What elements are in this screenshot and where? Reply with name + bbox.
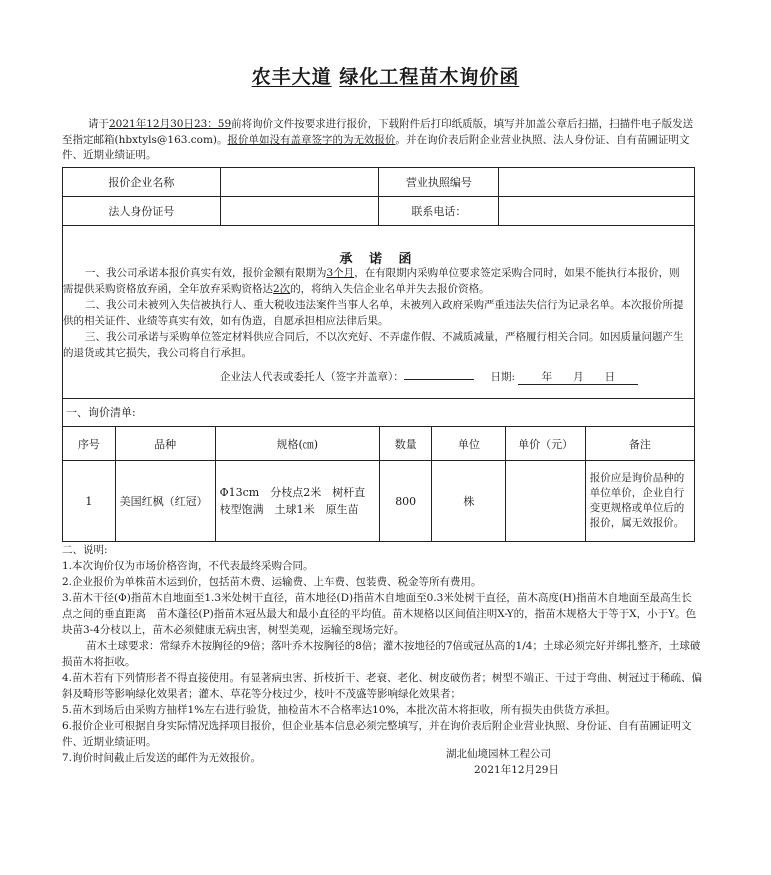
note-1: 1.本次询价仅为市场价格咨询，不代表最终采购合同。 xyxy=(62,560,314,572)
validity-warning: 报价单如没有盖章签字的为无效报价 xyxy=(227,133,396,146)
intro-part-1: 请于 xyxy=(88,118,109,130)
signature-label: 企业法人代表或委托人（签字并盖章）： xyxy=(220,371,404,383)
pledge-para-2: 二、我公司未被列入失信被执行人、重大税收违法案件当事人名单，未被列入政府采购严重违法失信行为记录名单。本次报价所提供的相关证件、业绩等真实有效，如有伪造，自愿承担相应法律后果。 xyxy=(63,299,684,327)
header-unit: 单位 xyxy=(432,427,506,461)
note-4: 4.苗木若有下列情形者不得直接使用。有显著病虫害、折枝折干、老衰、老化、树皮破伤者；树型不端正、干过于弯曲、树冠过于稀疏、偏斜及畸形等影响绿化效果者；灌木、草花等分枝过少，枝叶不茂盛等影响绿化效果者； xyxy=(62,672,703,700)
issue-date: 2021年12月29日 xyxy=(474,764,559,776)
inquiry-table xyxy=(62,426,695,542)
phone-label: 联系电话： xyxy=(379,197,499,226)
company-name-label: 报价企业名称 xyxy=(63,168,221,197)
title-project-name: 农丰大道 xyxy=(251,66,332,88)
pledge-para-1-c: 的，将纳入失信企业名单并失去报价资格。 xyxy=(290,283,490,295)
pledge-title: 承 诺 函 xyxy=(339,252,418,267)
intro-part-3: 。并在询价表后附企业营业执照、法人身份证、自有苗圃证明文件、近期业绩证明。 xyxy=(62,133,690,161)
note-2: 2.企业报价为单株苗木运到价，包括苗木费、运输费、上车费、包装费、税金等所有费用。 xyxy=(62,576,482,588)
pledge-para-1 xyxy=(63,265,690,297)
company-info-table xyxy=(62,167,695,226)
signature-blank[interactable] xyxy=(404,368,474,380)
notes-section xyxy=(62,542,702,766)
header-quantity: 数量 xyxy=(380,427,432,461)
signature-line xyxy=(220,368,638,385)
pledge-box xyxy=(62,223,695,399)
license-field[interactable] xyxy=(499,168,695,197)
legal-id-field[interactable] xyxy=(220,197,379,226)
header-index: 序号 xyxy=(63,427,116,461)
row-species: 美国红枫（红冠） xyxy=(115,461,215,542)
header-species: 品种 xyxy=(115,427,215,461)
note-5: 5.苗木到场后由采购方抽样1%左右进行验货，抽检苗木不合格率达10%，本批次苗木将拒收，所有损失由供货方承担。 xyxy=(62,704,617,716)
issuer-company: 湖北仙境园林工程公司 xyxy=(446,748,551,760)
license-label: 营业执照编号 xyxy=(379,168,499,197)
note-3: 3.苗木干径(Φ)指苗木自地面至1.3米处树干直径，苗木地径(D)指苗木自地面至0.3米处树干直径，苗木高度(H)指苗木自地面至最高生长点之间的垂直距离 苗木蓬径(P)指苗木冠丛最大和最小直径的平均值。苗木规格以区间值注明X-Y的，指苗木规格大于等于X，小于Y。色块苗3-4分枝以上，苗木必须健康无病虫害，树型美观，运输至现场完好。 xyxy=(62,592,697,636)
title-text: 绿化工程苗木询价函 xyxy=(339,66,520,88)
intro-paragraph xyxy=(62,117,694,164)
row-spec xyxy=(215,461,379,542)
pledge-para-1-a: 一、我公司承诺本报价真实有效，报价金额有限期为 xyxy=(85,267,327,279)
row-spec-line-2: 枝型饱满 土球1米 原生苗 xyxy=(219,503,359,516)
date-label: 日期: xyxy=(490,371,515,383)
row-quantity: 800 xyxy=(380,461,432,542)
note-3-rootball: 苗木土球要求：常绿乔木按胸径的9倍；落叶乔木按胸径的8倍；灌木按地径的7倍或冠丛高的1/4；土球必须完好并绑扎整齐，土球破损苗木将拒收。 xyxy=(62,640,701,668)
header-remark: 备注 xyxy=(585,427,694,461)
deadline: 2021年12月30日23：59 xyxy=(109,118,232,130)
note-7: 7.询价时间截止后发送的邮件为无效报价。 xyxy=(62,752,262,764)
inquiry-section-label: 一、询价清单: xyxy=(66,406,136,419)
row-remark: 报价应是询价品种的单位单价，企业自行变更规格或单位后的报价，属无效报价。 xyxy=(585,461,694,542)
row-index: 1 xyxy=(63,461,116,542)
pledge-body xyxy=(63,265,690,361)
inquiry-section-header xyxy=(62,398,695,427)
row-spec-line-1: Φ13cm 分枝点2米 树杆直 xyxy=(219,486,366,499)
phone-field[interactable] xyxy=(499,197,695,226)
pledge-para-1-b: ，在有限期内采购单位要求签定采购合同时，如果不能执行本报价，则需提供采购资格放弃函，全年放弃采购资格达 xyxy=(63,267,680,295)
inquiry-header-row xyxy=(63,427,695,461)
intro-part-2: 前将询价文件按要求进行报价，下载附件后打印纸质版，填写并加盖公章后扫描，扫描件电子版发送至指定邮箱(hbxtyls@163.com)。 xyxy=(62,118,694,146)
note-6: 6.报价企业可根据自身实际情况选择项目报价，但企业基本信息必须完整填写，并在询价表后附企业营业执照、身份证、自有苗圃证明文件、近期业绩证明。 xyxy=(62,720,692,748)
validity-period: 3个月 xyxy=(326,267,355,279)
table-row xyxy=(63,461,695,542)
header-price: 单价（元） xyxy=(506,427,585,461)
legal-id-label: 法人身份证号 xyxy=(63,197,221,226)
row-price-field[interactable] xyxy=(506,461,585,542)
date-fields[interactable]: 年 月 日 xyxy=(518,369,638,385)
document-title xyxy=(0,62,771,89)
header-spec: 规格(㎝) xyxy=(215,427,379,461)
pledge-para-3: 三、我公司承诺与采购单位签定材料供应合同后，不以次充好、不弄虚作假、不减质减量，严格履行相关合同。如因质量问题产生的退货或其它损失，我公司将自行承担。 xyxy=(63,331,684,359)
company-name-field[interactable] xyxy=(220,168,379,197)
row-unit: 株 xyxy=(432,461,506,542)
forfeit-times: 2次 xyxy=(273,283,291,295)
notes-heading: 二、说明: xyxy=(62,544,108,556)
